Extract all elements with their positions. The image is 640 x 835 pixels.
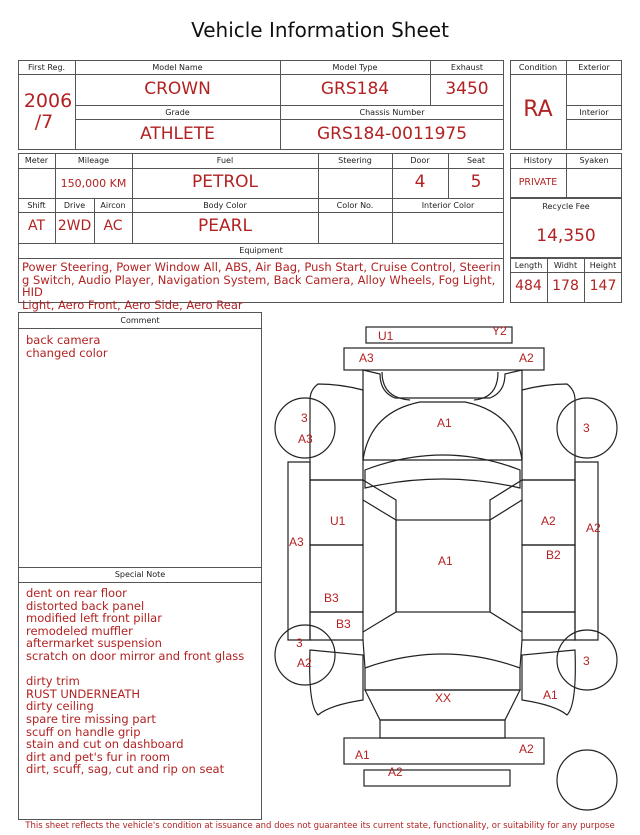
color-no-label: Color No. xyxy=(336,201,374,210)
model-name-value: CROWN xyxy=(144,79,211,99)
door-label: Door xyxy=(410,156,430,165)
mark-hood: A1 xyxy=(437,416,452,430)
mark-rl-wheel-b: A2 xyxy=(297,656,312,670)
special-note-label: Special Note xyxy=(114,570,166,579)
car-damage-diagram xyxy=(268,318,624,818)
width-label: Widht xyxy=(553,261,578,270)
note-line: remodeled muffler xyxy=(26,623,133,638)
note-line: dirty trim xyxy=(26,674,80,689)
seat-value: 5 xyxy=(470,172,482,192)
hood xyxy=(363,402,522,460)
chassis-value: GRS184-0011975 xyxy=(316,124,468,144)
front-body-outline xyxy=(363,370,522,460)
meter-label: Meter xyxy=(24,156,49,165)
mark-right-door-a2: A2 xyxy=(541,514,556,528)
mark-roof: A1 xyxy=(438,554,453,568)
condition-value: RA xyxy=(523,97,553,122)
aircon-label: Aircon xyxy=(100,201,126,210)
spare-wheel xyxy=(557,750,617,810)
mark-a3-bumper: A3 xyxy=(359,351,374,365)
mark-right-a2: A2 xyxy=(586,521,601,535)
note-line: scratch on door mirror and front glass xyxy=(26,648,245,663)
mileage-value: 150,000 KM xyxy=(60,177,127,190)
condition-label: Condition xyxy=(518,63,558,72)
right-fender xyxy=(522,384,575,480)
mark-rl-wheel-a: 3 xyxy=(296,636,303,650)
special-note-list xyxy=(26,587,258,776)
mark-rear-bumper-a2: A2 xyxy=(519,742,534,756)
grade-value: ATHLETE xyxy=(140,124,215,144)
length-value: 484 xyxy=(515,278,542,294)
front-bumper xyxy=(344,348,544,370)
note-line: dirt, scuff, sag, cut and rip on seat xyxy=(26,762,225,777)
equipment-list: Power Steering, Power Window All, ABS, Air Bag, Push Start, Cruise Control, Steerin g Switch, Audio Player, Navigation System, Back Camera, Alloy Wheels, Fog Light, HID Light, Aero Front, Aero Side, Aero Rear xyxy=(22,260,501,312)
mark-fr-wheel: 3 xyxy=(583,421,590,435)
model-type-value: GRS184 xyxy=(320,79,390,99)
height-value: 147 xyxy=(589,278,617,294)
model-name-label: Model Name xyxy=(152,63,203,72)
first-reg-month: /7 xyxy=(34,111,54,133)
aircon-value: AC xyxy=(103,218,123,234)
note-line: distorted back panel xyxy=(26,598,145,613)
note-line: stain and cut on dashboard xyxy=(26,737,184,752)
note-line: dirty ceiling xyxy=(26,699,94,714)
first-reg-year: 2006 xyxy=(23,90,73,112)
mark-left-a3: A3 xyxy=(289,535,304,549)
model-type-label: Model Type xyxy=(332,63,378,72)
mark-rr-wheel: 3 xyxy=(583,654,590,668)
width-value: 178 xyxy=(552,278,579,294)
steering-label: Steering xyxy=(338,156,372,165)
history-value: PRIVATE xyxy=(518,177,558,188)
chassis-label: Chassis Number xyxy=(359,108,425,117)
drive-label: Drive xyxy=(63,201,86,210)
length-label: Length xyxy=(514,261,543,270)
mark-u1-top: U1 xyxy=(378,329,394,343)
page-title: Vehicle Information Sheet xyxy=(191,18,449,42)
syaken-label: Syaken xyxy=(579,156,609,165)
body-color-label: Body Color xyxy=(203,201,247,210)
mark-y2-top: Y2 xyxy=(492,324,507,338)
drive-value: 2WD xyxy=(57,218,92,234)
rear-bumper xyxy=(344,738,544,764)
left-fender xyxy=(310,384,363,480)
shift-label: Shift xyxy=(27,201,46,210)
rear-window xyxy=(365,654,520,690)
mark-left-b3b: B3 xyxy=(336,617,351,631)
grade-label: Grade xyxy=(165,108,190,117)
comment-line: back camera xyxy=(26,333,101,347)
note-line: scuff on handle grip xyxy=(26,724,141,739)
mark-right-a1: A1 xyxy=(543,688,558,702)
mark-left-b3: B3 xyxy=(324,591,339,605)
fuel-label: Fuel xyxy=(216,156,234,165)
front-left-wheel xyxy=(275,398,335,458)
note-line: spare tire missing part xyxy=(26,711,156,726)
exhaust-value: 3450 xyxy=(445,79,489,99)
first-reg-label: First Reg. xyxy=(27,63,66,72)
mark-a2-bumper: A2 xyxy=(519,351,534,365)
mark-fl-wheel-a: 3 xyxy=(301,411,308,425)
mark-left-door-u1: U1 xyxy=(330,514,346,528)
recycle-fee-label: Recycle Fee xyxy=(542,202,590,211)
mileage-label: Mileage xyxy=(77,156,110,165)
height-label: Height xyxy=(589,261,617,270)
interior-color-label: Interior Color xyxy=(421,201,475,210)
fuel-value: PETROL xyxy=(191,172,259,192)
door-value: 4 xyxy=(414,172,426,192)
comment-label: Comment xyxy=(120,316,160,325)
mark-rear-bumper-a1: A1 xyxy=(355,748,370,762)
mark-rear-a2: A2 xyxy=(388,765,403,779)
mark-rear-xx: XX xyxy=(435,691,452,705)
note-line: RUST UNDERNEATH xyxy=(26,686,141,701)
rear-bottom-strip xyxy=(364,770,510,786)
interior-label: Interior xyxy=(579,108,609,117)
note-line: dent on rear floor xyxy=(26,586,127,600)
disclaimer-footer: This sheet reflects the vehicle's condition at issuance and does not guarantee its current state, functionality, or suitability for any purpose xyxy=(25,821,615,831)
comment-line: changed color xyxy=(26,345,108,360)
note-line: dirt and pet's fur in room xyxy=(26,749,170,764)
shift-value: AT xyxy=(27,218,46,234)
rear-left-wheel xyxy=(275,625,335,685)
seat-label: Seat xyxy=(466,156,486,165)
exterior-label: Exterior xyxy=(578,63,610,72)
comment-list xyxy=(26,334,258,359)
equipment-label: Equipment xyxy=(239,246,283,255)
body-color-value: PEARL xyxy=(198,216,252,236)
recycle-fee-value: 14,350 xyxy=(536,226,596,246)
exhaust-label: Exhaust xyxy=(450,63,484,72)
mark-fl-wheel-b: A3 xyxy=(298,432,313,446)
mark-right-b2: B2 xyxy=(546,548,561,562)
note-line: modified left front pillar xyxy=(26,611,162,626)
note-line: aftermarket suspension xyxy=(26,636,162,651)
history-label: History xyxy=(523,156,553,165)
